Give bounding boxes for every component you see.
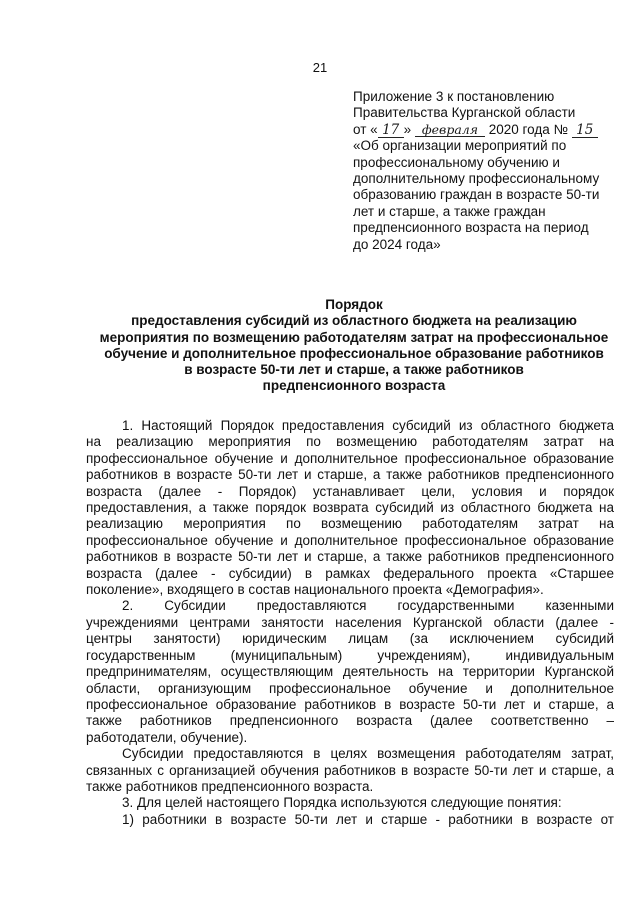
body-line: профессиональное обучение и дополнительное профессиональное образование bbox=[86, 532, 614, 548]
body-line: работников в возрасте 50-ти лет и старше, а также работников предпенсионного bbox=[86, 549, 614, 565]
appendix-line: предпенсионного возраста на период bbox=[353, 220, 589, 236]
appendix-line: профессиональному обучению и bbox=[353, 154, 560, 170]
body-line: 3. Для целей настоящего Порядка используются следующие понятия: bbox=[122, 795, 562, 811]
handwritten-number: 15 bbox=[572, 124, 598, 138]
paragraph-4 bbox=[86, 795, 614, 811]
title-line: в возрасте 50-ти лет и старше, а также работников bbox=[184, 362, 524, 378]
appendix-line: лет и старше, а также граждан bbox=[353, 203, 546, 219]
paragraph-3 bbox=[86, 746, 614, 795]
date-mid: » bbox=[403, 121, 412, 137]
body-line: также работников предпенсионного возраста (далее соответственно – bbox=[86, 713, 614, 729]
appendix-line: Правительства Курганской области bbox=[353, 105, 576, 121]
body-line: центры занятости) юридическим лицам (за исключением субсидий bbox=[86, 631, 614, 647]
appendix-date-line bbox=[353, 122, 623, 138]
body-line: работодатели, обучение). bbox=[86, 729, 248, 745]
date-year: 2020 года № bbox=[488, 121, 568, 137]
appendix-line: Приложение 3 к постановлению bbox=[353, 89, 555, 104]
appendix-line: образованию граждан в возрасте 50-ти bbox=[353, 187, 600, 203]
paragraph-2 bbox=[86, 598, 614, 746]
body-line: области, организующим профессиональное обучение и дополнительное bbox=[86, 680, 614, 696]
page-number: 21 bbox=[312, 60, 328, 75]
body-line: работников в возрасте 50-ти лет и старше, а также работников предпенсионного bbox=[86, 467, 614, 483]
document-body bbox=[86, 418, 614, 828]
body-line: профессиональное образование работников в возрасте 50-ти лет и старше, а bbox=[86, 696, 614, 712]
title-line: предпенсионного возраста bbox=[262, 378, 446, 394]
body-line: профессиональное обучение и дополнительное профессиональное образование bbox=[86, 450, 614, 466]
appendix-line: «Об организации мероприятий по bbox=[353, 138, 567, 154]
body-line: 1) работники в возрасте 50-ти лет и старше - работники в возрасте от bbox=[122, 811, 614, 827]
document-title bbox=[84, 297, 624, 395]
title-line: Порядок bbox=[325, 297, 383, 312]
appendix-line: дополнительному профессиональному bbox=[353, 171, 600, 187]
body-line: предоставления, а также порядок возврата субсидий из областного бюджета на bbox=[86, 500, 614, 516]
handwritten-month: февраля bbox=[415, 123, 485, 137]
body-line: также работников предпенсионного возраста. bbox=[86, 778, 374, 794]
date-prefix: от « bbox=[353, 121, 378, 137]
body-line: реализацию мероприятия по возмещению работодателям затрат на bbox=[86, 516, 614, 532]
paragraph-5 bbox=[86, 812, 614, 828]
body-line: возраста (далее - субсидии) в рамках федерального проекта «Старшее bbox=[86, 565, 614, 581]
appendix-header bbox=[353, 89, 623, 253]
body-line: предпринимателям, осуществляющим деятельность на территории Курганской bbox=[86, 664, 614, 680]
appendix-line: до 2024 года» bbox=[353, 236, 441, 252]
title-line: мероприятия по возмещению работодателям затрат на профессиональное bbox=[99, 329, 609, 345]
handwritten-day: 17 bbox=[378, 124, 404, 138]
body-line: возраста (далее - Порядок) устанавливает цели, условия и порядок bbox=[86, 483, 614, 499]
body-line: 2. Субсидии предоставляются государственными казенными bbox=[122, 598, 614, 614]
title-line: предоставления субсидий из областного бюджета на реализацию bbox=[131, 313, 577, 329]
body-line: поколение», входящего в состав национального проекта «Демография». bbox=[86, 582, 544, 598]
body-line: Субсидии предоставляются в целях возмещения работодателям затрат, bbox=[122, 746, 614, 762]
paragraph-1 bbox=[86, 418, 614, 598]
body-line: учреждениями центрами занятости населения Курганской области (далее - bbox=[86, 614, 614, 630]
body-line: 1. Настоящий Порядок предоставления субсидий из областного бюджета bbox=[122, 418, 614, 433]
body-line: государственным (муниципальным) учреждениям), индивидуальным bbox=[86, 647, 614, 663]
body-line: связанных с организацией обучения работников в возрасте 50-ти лет и старше, а bbox=[86, 762, 614, 778]
title-line: обучение и дополнительное профессиональное образование работников bbox=[104, 345, 604, 361]
body-line: на реализацию мероприятия по возмещению работодателям затрат на bbox=[86, 434, 614, 450]
